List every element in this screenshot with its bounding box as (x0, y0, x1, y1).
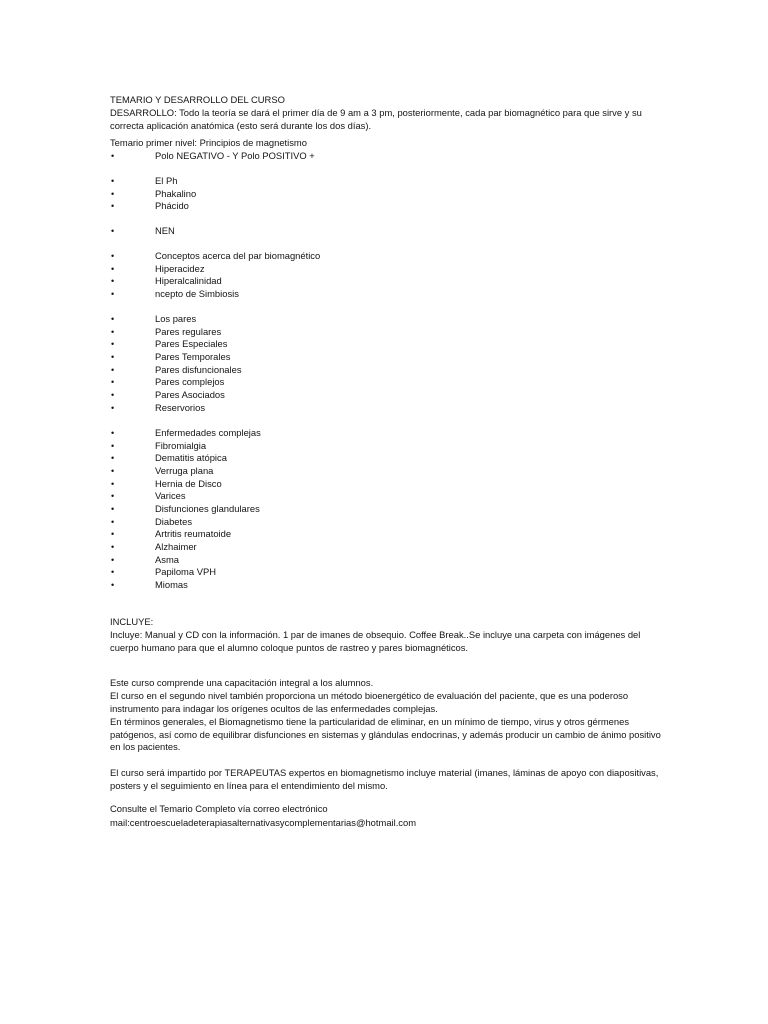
bullet-item (111, 338, 227, 351)
bullet-label: Alzhaimer (155, 540, 197, 552)
bullet-item (111, 541, 197, 554)
bullet-item (111, 376, 224, 389)
bullet-marker: • (111, 567, 115, 578)
bullet-marker: • (111, 276, 115, 287)
bullet-label: Reservorios (155, 401, 206, 413)
desarrollo-paragraph: DESARROLLO: Todo la teoría se dará el primer día de 9 am a 3 pm, posteriormente, cada par biomagnético para que sirve y su correcta aplicación anatómica (esto será durante los dos días). (110, 107, 642, 131)
bullet-item (111, 263, 205, 276)
bullet-label: Enfermedades complejas (155, 427, 261, 438)
bullet-item (111, 250, 320, 263)
document-title: TEMARIO Y DESARROLLO DEL CURSO (110, 94, 285, 105)
bullet-marker: • (111, 478, 115, 489)
bullet-marker: • (111, 554, 115, 565)
bullet-marker: • (111, 503, 115, 514)
bullet-item (111, 326, 221, 339)
bullet-item (111, 351, 230, 364)
bullet-item (111, 554, 179, 567)
bullet-label: Diabetes (155, 515, 193, 527)
bullet-marker: • (111, 428, 115, 438)
course-paragraph-2: El curso en el segundo nivel también proporciona un método bioenergético de evaluación del paciente, que es una poderoso instrumento para indagar los orígenes ocultos de las enfermedades complejas. (110, 690, 629, 714)
bullet-label: Verruga plana (155, 464, 214, 476)
temario-heading: Temario primer nivel: Principios de magnetismo (110, 137, 307, 148)
bullet-item (111, 566, 216, 579)
bullet-marker: • (111, 491, 115, 502)
bullet-marker: • (111, 516, 115, 527)
bullet-item (111, 503, 260, 516)
bullet-label: Phácido (155, 200, 189, 212)
bullet-marker: • (111, 314, 115, 324)
bullet-marker: • (111, 453, 115, 464)
bullet-label: NEN (155, 225, 175, 236)
bullet-label: Pares disfuncionales (155, 363, 242, 375)
course-paragraph-4: El curso será impartido por TERAPEUTAS expertos en biomagnetismo incluye material (imanes, láminas de apoyo con diapositivas, posters y el seguimiento en línea para el entendimiento del mismo. (110, 767, 659, 791)
bullet-item (111, 225, 175, 238)
bullet-marker: • (111, 201, 115, 212)
incluye-paragraph: Incluye: Manual y CD con la información. 1 par de imanes de obsequio. Coffee Break..Se incluye una carpeta con imágenes del cuerpo humano para que el alumno coloque puntos de rastreo y pares biomagnéticos. (110, 629, 641, 653)
course-paragraph-1: Este curso comprende una capacitación integral a los alumnos. (110, 677, 374, 688)
bullet-marker: • (111, 251, 115, 261)
bullet-item (111, 389, 225, 402)
incluye-heading: INCLUYE: (110, 616, 154, 627)
bullet-marker: • (111, 176, 115, 186)
bullet-item (111, 528, 231, 541)
bullet-label: Conceptos acerca del par biomagnético (155, 250, 321, 261)
bullet-marker: • (111, 402, 115, 413)
bullet-marker: • (111, 339, 115, 350)
bullet-label: Hiperalcalinidad (155, 275, 222, 287)
bullet-marker: • (111, 541, 115, 552)
bullet-marker: • (111, 377, 115, 388)
bullet-item (111, 275, 222, 288)
bullet-item (111, 440, 206, 453)
bullet-marker: • (111, 440, 115, 451)
contact-email: mail:centroescueladeterapiasalternativasycomplementarias@hotmail.com (110, 817, 417, 828)
bullet-item (111, 364, 242, 377)
bullet-marker: • (111, 263, 115, 274)
bullet-label: Artritis reumatoide (155, 528, 232, 540)
bullet-marker: • (111, 465, 115, 476)
course-paragraph-3: En términos generales, el Biomagnetismo tiene la particularidad de eliminar, en un mínimo de tiempo, virus y otros gérmenes patógenos, así como de equilibrar disfunciones en sistemas y glándulas endocrinas, y además producir un cambio de ánimo positivo en los pacientes. (110, 716, 661, 753)
bullet-item (111, 579, 188, 592)
bullet-label: Varices (155, 490, 186, 502)
bullet-label: Asma (155, 553, 179, 565)
bullet-label: Fibromialgia (155, 439, 207, 451)
bullet-item (111, 150, 315, 163)
bullet-item (111, 288, 239, 301)
bullet-marker: • (111, 389, 115, 400)
bullet-label: Polo NEGATIVO - Y Polo POSITIVO + (155, 150, 315, 161)
bullet-marker: • (111, 288, 115, 299)
bullet-marker: • (111, 351, 115, 362)
bullet-item (111, 478, 222, 491)
bullet-item (111, 427, 261, 440)
bullet-marker: • (111, 579, 115, 590)
bullet-item (111, 175, 177, 188)
bullet-label: Pares complejos (155, 376, 225, 388)
bullet-marker: • (111, 529, 115, 540)
bullet-item (111, 516, 192, 529)
bullet-label: Pares regulares (155, 325, 222, 337)
bullet-label: Pares Temporales (155, 350, 231, 362)
bullet-item (111, 188, 196, 201)
bullet-label: Papiloma VPH (155, 566, 216, 578)
bullet-label: El Ph (155, 175, 178, 186)
bullet-item (111, 452, 227, 465)
bullet-label: Miomas (155, 578, 188, 590)
bullet-marker: • (111, 188, 115, 199)
bullet-item (111, 313, 196, 326)
consult-line: Consulte el Temario Completo vía correo electrónico (110, 803, 328, 814)
bullet-label: Pares Asociados (155, 388, 225, 400)
bullet-item (111, 402, 205, 415)
bullet-label: Dematitis atópica (155, 452, 227, 464)
bullet-marker: • (111, 364, 115, 375)
bullet-marker: • (111, 151, 115, 161)
bullet-label: Pares Especiales (155, 338, 228, 350)
bullet-label: Hiperacidez (155, 262, 205, 274)
bullet-marker: • (111, 326, 115, 337)
bullet-item (111, 200, 189, 213)
bullet-label: Los pares (155, 313, 197, 324)
bullet-label: ncepto de Simbiosis (155, 287, 239, 299)
bullet-item (111, 490, 186, 503)
bullet-label: Hernia de Disco (155, 477, 222, 489)
bullet-item (111, 465, 213, 478)
bullet-label: Disfunciones glandulares (155, 502, 260, 514)
bullet-label: Phakalino (155, 187, 197, 199)
bullet-marker: • (111, 226, 115, 236)
